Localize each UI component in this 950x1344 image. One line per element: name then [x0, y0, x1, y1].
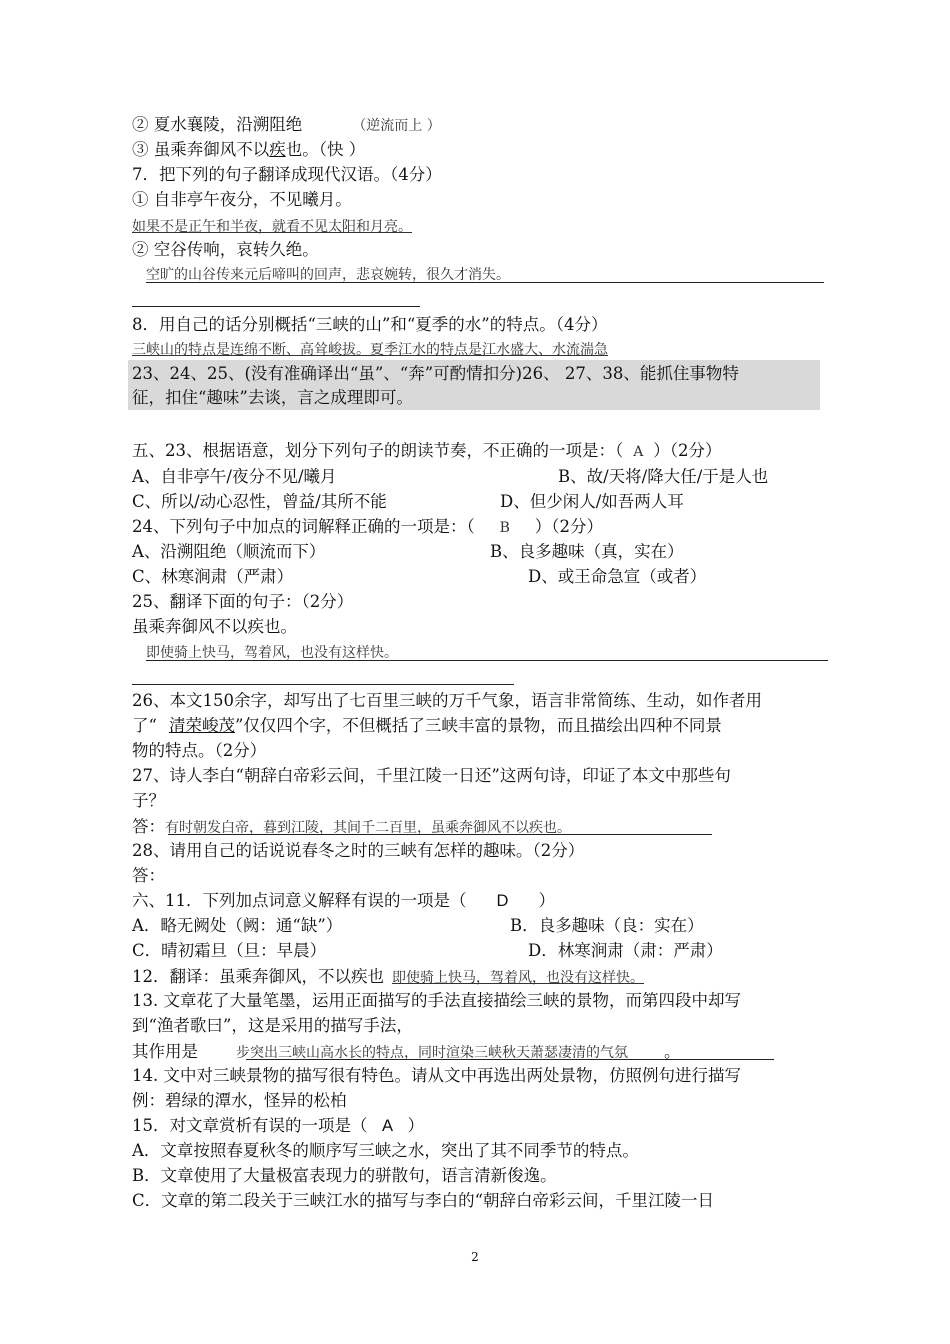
q24-option-b: B、良多趣味（真，实在）	[490, 542, 684, 561]
question-23: 五、23、根据语意，划分下列句子的朗读节奏，不正确的一项是：（ A ）（2分）	[132, 441, 722, 460]
question-28: 28、请用自己的话说说春冬之时的三峡有怎样的趣味。（2分）	[132, 841, 585, 860]
question-26: 26、本文150余字，却写出了七百里三峡的万千气象，语言非常简练、生动，如作者用	[132, 691, 762, 710]
question-13: 13. 文章花了大量笔墨，运用正面描写的手法直接描绘三峡的景物，而第四段中却写	[132, 991, 741, 1010]
question-11: 六、11．下列加点词意义解释有误的一项是（ D ）	[132, 891, 555, 910]
answer-2: 空旷的山谷传来元后啼叫的回声，悲哀婉转，很久才消失。	[146, 267, 510, 283]
question-15: 15．对文章赏析有误的一项是（ A ）	[132, 1116, 424, 1135]
q25-answer: 即使骑上快马，驾着风，也没有这样快。	[146, 645, 398, 661]
q23-option-a: A、自非亭午/夜分不见/曦月	[132, 467, 337, 486]
q24-option-c: C、林寒涧肃（严肃）	[132, 567, 294, 586]
q11-option-c: C．晴初霜旦（旦：早晨）	[132, 941, 327, 960]
highlight-line-2: 征，扣住“趣味”去谈，言之成理即可。	[132, 388, 413, 407]
q27-answer-rule	[168, 834, 712, 835]
answer-2-rule	[146, 282, 824, 283]
question-27: 27、诗人李白“朝辞白帝彩云间，千里江陵一日还”这两句诗，印证了本文中那些句	[132, 766, 731, 785]
q11-option-d: D．林寒涧肃（肃：严肃）	[528, 941, 723, 960]
q24-option-d: D、或王命急宣（或者）	[528, 567, 707, 586]
page-number: 2	[471, 1250, 479, 1264]
question-14: 14. 文中对三峡景物的描写很有特色。请从文中再选出两处景物，仿照例句进行描写	[132, 1066, 741, 1085]
question-8: 8．用自己的话分别概括“三峡的山”和“夏季的水”的特点。（4分）	[132, 315, 608, 334]
q25-answer-rule	[146, 660, 828, 661]
q13-answer: 其作用是 步突出三峡山高水长的特点，同时渲染三峡秋天萧瑟凄清的气氛 。	[132, 1042, 681, 1061]
q23-option-c: C、所以/动心忍性，曾益/其所不能	[132, 492, 387, 511]
q28-answer: 答：	[132, 866, 165, 885]
line-1: ② 夏水襄陵，沿溯阻绝 （逆流而上 ）	[132, 115, 441, 134]
q27-answer: 答：有时朝发白帝，暮到江陵，其间千二百里，虽乘奔御风不以疾也。	[132, 817, 571, 836]
q15-option-b: B．文章使用了大量极富表现力的骈散句，语言清新俊逸。	[132, 1166, 557, 1185]
q23-option-b: B、故/天将/降大任/于是人也	[558, 467, 769, 486]
highlight-line-1: 23、24、25、(没有准确译出“虽”、“奔”可酌情扣分)26、 27、38、能抓住事物特	[132, 364, 739, 383]
answer-1: 如果不是正午和半夜，就看不见太阳和月亮。	[132, 219, 412, 235]
question-26-cont: 了“ 清荣峻茂”仅仅四个字，不但概括了三峡丰富的景物，而且描绘出四种不同景	[132, 716, 722, 735]
q25-blank-rule	[132, 684, 514, 685]
q25-sentence: 虽乘奔御风不以疾也。	[132, 617, 297, 636]
answer-8: 三峡山的特点是连绵不断、高耸峻拔。夏季江水的特点是江水盛大、水流湍急	[132, 342, 608, 358]
q11-option-a: A．略无阙处（阙：通“缺”）	[132, 916, 343, 935]
sentence-1: ① 自非亭午夜分，不见曦月。	[132, 190, 352, 209]
blank-rule	[132, 306, 420, 307]
question-24: 24、下列句子中加点的词解释正确的一项是：（ B ）（2分）	[132, 517, 603, 536]
question-7: 7．把下列的句子翻译成现代汉语。（4分）	[132, 165, 442, 184]
sentence-2: ② 空谷传响，哀转久绝。	[132, 240, 319, 259]
question-25: 25、翻译下面的句子：（2分）	[132, 592, 354, 611]
q24-option-a: A、沿溯阻绝（顺流而下）	[132, 542, 326, 561]
q15-option-c: C．文章的第二段关于三峡江水的描写与李白的“朝辞白帝彩云间，千里江陵一日	[132, 1191, 715, 1210]
question-27-cont: 子？	[132, 791, 165, 810]
q15-option-a: A．文章按照春夏秋冬的顺序写三峡之水，突出了其不同季节的特点。	[132, 1141, 639, 1160]
question-13-cont: 到“渔者歌曰”，这是采用的描写手法，	[132, 1016, 413, 1035]
q11-option-b: B．良多趣味（良：实在）	[510, 916, 704, 935]
question-12: 12．翻译：虽乘奔御风，不以疾也 即使骑上快马，驾着风，也没有这样快。	[132, 967, 644, 986]
q23-option-d: D、但少闲人/如吾两人耳	[500, 492, 684, 511]
question-26-end: 物的特点。（2分）	[132, 741, 267, 760]
q13-answer-rule	[246, 1059, 774, 1060]
question-14-example: 例：碧绿的潭水，怪异的松柏	[132, 1091, 347, 1110]
line-2: ③ 虽乘奔御风不以疾也。（快 ）	[132, 140, 366, 159]
